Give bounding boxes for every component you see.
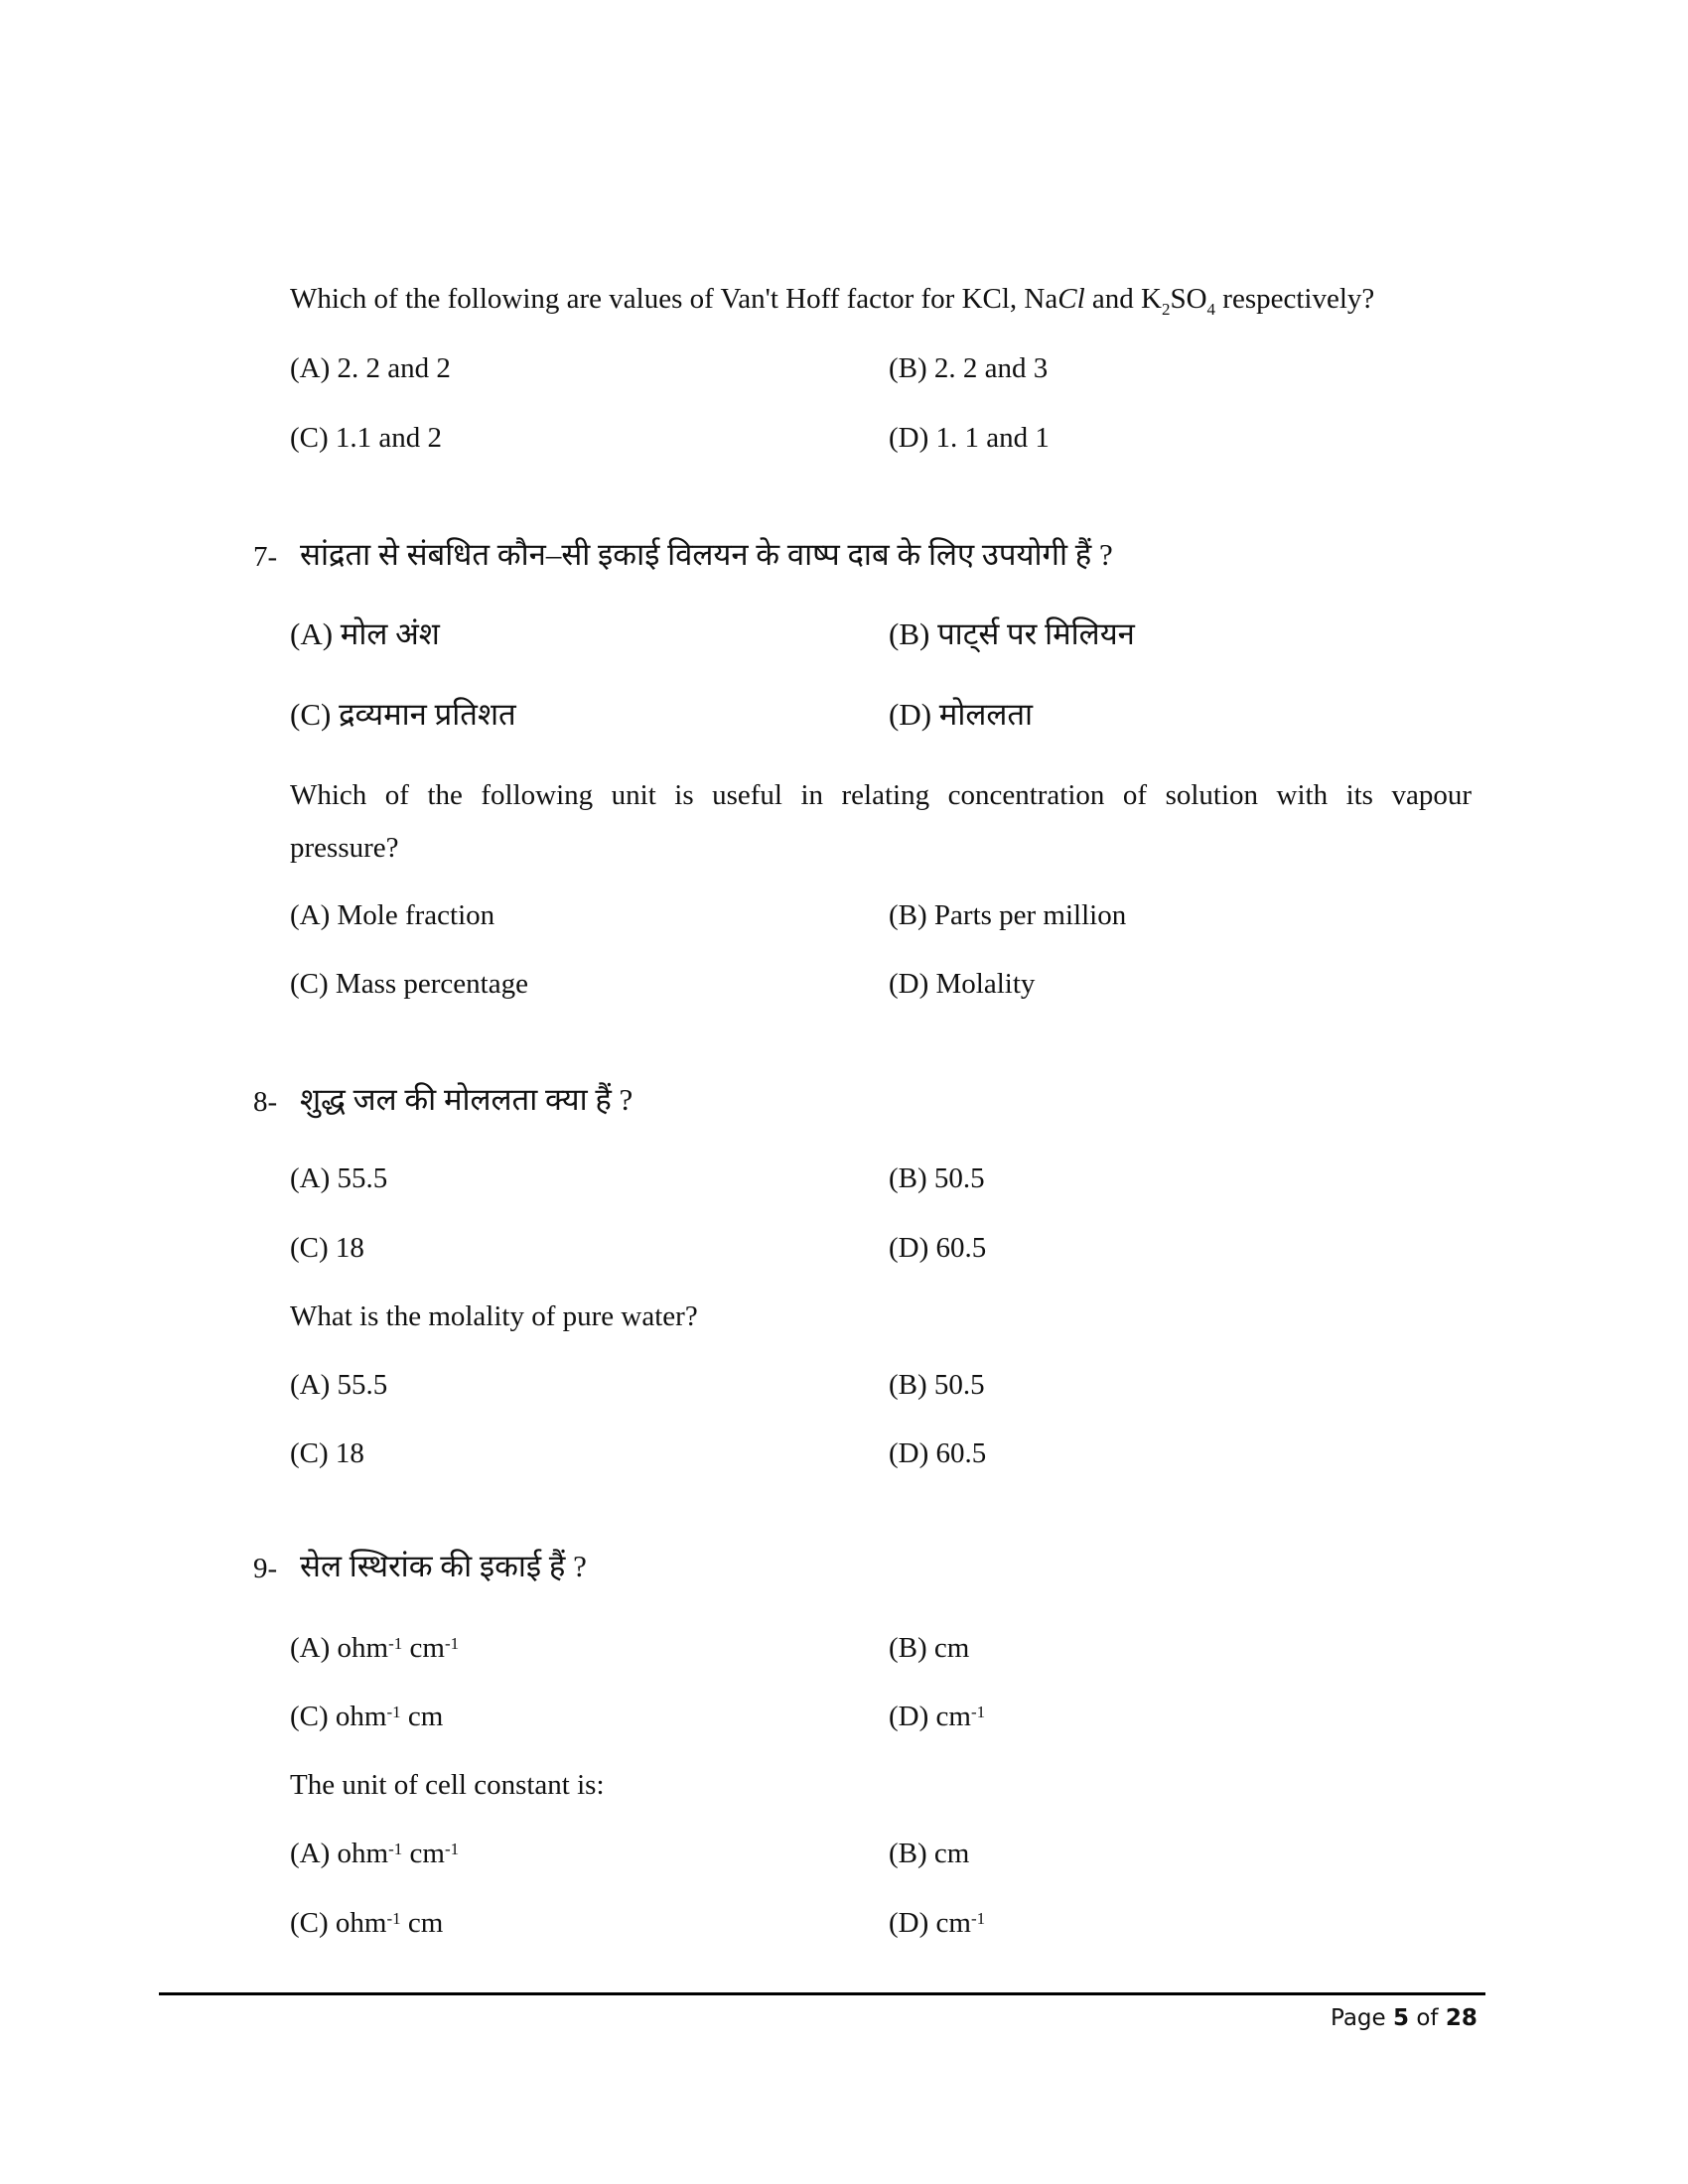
q8-number: 8- <box>253 1086 278 1118</box>
page-number: Page 5 of 28 <box>1331 2005 1477 2031</box>
q8-hindi-text: शुद्ध जल की मोललता क्या हैं ? <box>300 1082 633 1117</box>
q8-option-b: (B) 50.5 <box>889 1369 985 1401</box>
q9-option-c: (C) ohm$^{-1}$ cm <box>290 1907 444 1939</box>
q7-hindi-option-a: (A) मोल अंश <box>290 616 440 651</box>
q7-hindi-option-c: (C) द्रव्यमान प्रतिशत <box>290 697 516 732</box>
q8-hindi-option-a: (A) 55.5 <box>290 1162 388 1194</box>
q7-english-line2: pressure? <box>290 832 399 864</box>
q7-option-b: (B) Parts per million <box>889 899 1127 931</box>
q8-english-text: What is the molality of pure water? <box>290 1300 698 1332</box>
q9-number: 9- <box>253 1553 278 1584</box>
q9-hindi-option-d: (D) $cm^{-1}$ <box>889 1701 986 1732</box>
q6-option-b: (B) 2. 2 and 3 <box>889 352 1049 384</box>
q7-hindi-text: सांद्रता से संबधित कौन–सी इकाई विलयन के वाष्प दाब के लिए उपयोगी हैं ? <box>300 537 1113 572</box>
q8-hindi-option-c: (C) 18 <box>290 1232 364 1264</box>
q8-hindi-option-d: (D) 60.5 <box>889 1232 987 1264</box>
q9-hindi-text: सेल स्थिरांक की इकाई हैं ? <box>300 1549 587 1583</box>
q9-hindi-option-b: (B) cm <box>889 1632 970 1664</box>
q9-hindi-option-a: (A) ohm$^{-1}$ $cm^{-1}$ <box>290 1632 460 1664</box>
q9-hindi-option-c: (C) ohm$^{-1}$ cm <box>290 1701 444 1732</box>
q7-option-d: (D) Molality <box>889 968 1036 1000</box>
q8-option-d: (D) 60.5 <box>889 1437 987 1469</box>
footer-divider <box>159 1992 1485 1995</box>
q9-option-b: (B) cm <box>889 1838 970 1869</box>
q9-option-d: (D) $cm^{-1}$ <box>889 1907 986 1939</box>
q8-option-a: (A) 55.5 <box>290 1369 388 1401</box>
q7-option-a: (A) Mole fraction <box>290 899 495 931</box>
q7-option-c: (C) Mass percentage <box>290 968 528 1000</box>
q6-option-c: (C) 1.1 and 2 <box>290 422 443 454</box>
q7-hindi-option-d: (D) मोललता <box>889 697 1034 732</box>
q9-option-a: (A) ohm$^{-1}$ $cm^{-1}$ <box>290 1838 460 1869</box>
q7-english-line1: Which of the following unit is useful in relating concentration of solution with its vapour <box>290 779 1472 811</box>
q6-option-a: (A) 2. 2 and 2 <box>290 352 451 384</box>
q8-option-c: (C) 18 <box>290 1437 364 1469</box>
q8-hindi-option-b: (B) 50.5 <box>889 1162 985 1194</box>
q6-english-text: Which of the following are values of Van't Hoff factor for KCl, NaCl and $K_2SO_4$ respectively? <box>290 283 1375 319</box>
q6-option-d: (D) 1. 1 and 1 <box>889 422 1050 454</box>
q7-hindi-option-b: (B) पाट्‌र्स पर मिलियन <box>889 616 1135 651</box>
q7-number: 7- <box>253 541 278 573</box>
q9-english-text: The unit of cell constant is: <box>290 1769 605 1801</box>
